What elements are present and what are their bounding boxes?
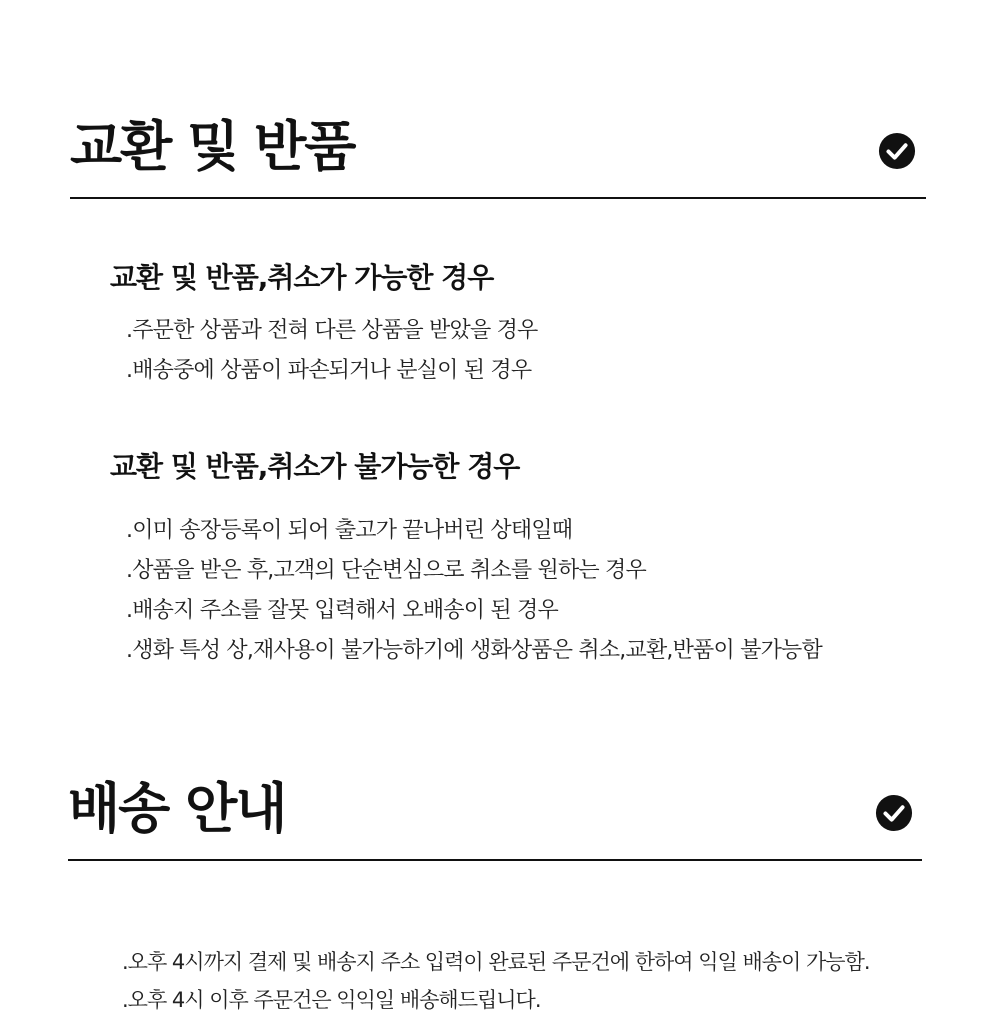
impossible-case-item: .생화 특성 상,재사용이 불가능하기에 생화상품은 취소,교환,반품이 불가능함 [126, 638, 822, 663]
delivery-section-title: 배송 안내 [68, 777, 286, 840]
impossible-case-item: .이미 송장등록이 되어 출고가 끝나버린 상태일때 [126, 518, 573, 543]
impossible-case-item: .배송지 주소를 잘못 입력해서 오배송이 된 경우 [126, 598, 558, 623]
exchange-section-divider [70, 197, 926, 199]
check-circle-icon [878, 132, 916, 170]
possible-case-item: .배송중에 상품이 파손되거나 분실이 된 경우 [126, 358, 532, 383]
possible-case-item: .주문한 상품과 전혀 다른 상품을 받았을 경우 [126, 318, 538, 343]
possible-cases-heading: 교환 및 반품,취소가 가능한 경우 [110, 261, 494, 294]
impossible-case-item: .상품을 받은 후,고객의 단순변심으로 취소를 원하는 경우 [126, 558, 646, 583]
check-circle-icon [875, 794, 913, 832]
delivery-info-item: .오후 4시까지 결제 및 배송지 주소 입력이 완료된 주문건에 한하여 익일 배송이 가능함. [122, 950, 870, 974]
exchange-section-title: 교환 및 반품 [70, 115, 355, 178]
delivery-section-divider [68, 859, 922, 861]
impossible-cases-heading: 교환 및 반품,취소가 불가능한 경우 [110, 450, 520, 483]
delivery-info-item: .오후 4시 이후 주문건은 익익일 배송해드립니다. [122, 988, 541, 1012]
